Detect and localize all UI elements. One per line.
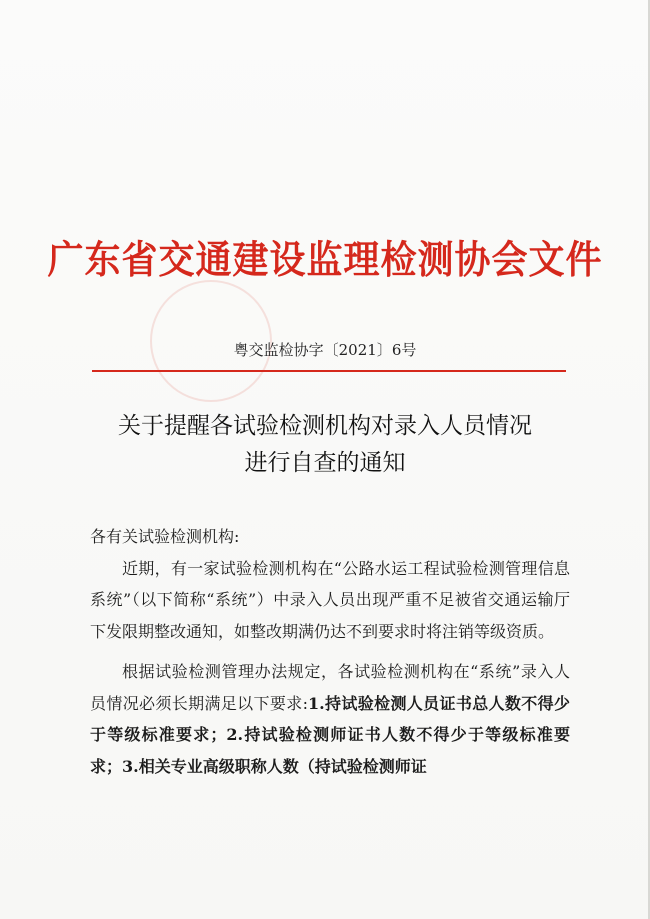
title-line-2: 进行自查的通知 (244, 450, 406, 476)
notice-title (0, 408, 650, 482)
red-divider-line (92, 370, 566, 372)
paragraph-2 (90, 656, 570, 782)
requirement-3: 3.相关专业高级职称人数（持试验检测师证 (122, 756, 427, 776)
title-line-1: 关于提醒各试验检测机构对录入人员情况 (118, 413, 532, 439)
requirement-1: 1.持试验检测人员证书总人数不得少于等级标准要求； (90, 693, 570, 744)
requirement-2: 2.持试验检测师证书人数不得少于等级标准要求； (90, 725, 570, 776)
paragraph-2-intro: 根据试验检测管理办法规定，各试验检测机构在“系统”录入人员情况必须长期满足以下要求: (90, 662, 570, 713)
paragraph-1: 近期，有一家试验检测机构在“公路水运工程试验检测管理信息系统”（以下简称“系统”）中录入人员出现严重不足被省交通运输厅下发限期整改通知，如整改期满仍达不到要求时将注销等级资质。 (90, 558, 570, 641)
issuing-organization-header: 广东省交通建设监理检测协会文件 (47, 238, 603, 283)
document-number: 粤交监检协字〔2021〕6号 (233, 341, 417, 359)
notice-body (90, 521, 570, 782)
salutation: 各有关试验检测机构: (90, 527, 240, 546)
